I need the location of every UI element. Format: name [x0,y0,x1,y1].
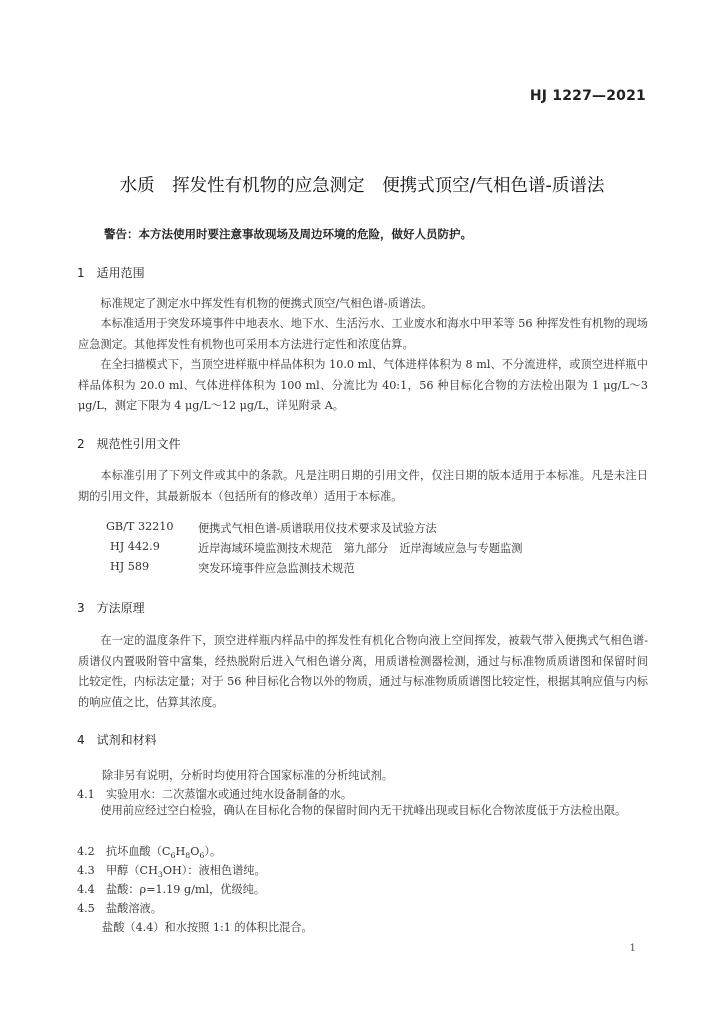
reference-title: 便携式气相色谱-质谱联用仪技术要求及试验方法 [198,522,437,535]
document-title: 水质 挥发性有机物的应急测定 便携式顶空/气相色谱-质谱法 [119,176,605,196]
item-4-1-note: 使用前应经过空白检验，确认在目标化合物的保留时间内无干扰峰出现或目标化合物浓度低于方法检出限。 [100,804,627,817]
section-1-paragraph-3: 在全扫描模式下，当顶空进样瓶中样品体积为 10.0 ml、气体进样体积为 8 ml、不分流进样，或顶空进样瓶中样品体积为 20.0 ml、气体进样体积为 100 ml、分流比为 40:1，56 种目标化合物的方法检出限为 1 μg/L～3 μg/L，测定下限为 4 μg/L～12 μg/L，详见附录 A。 [78,358,648,412]
section-2-paragraph-1: 本标准引用了下列文件或其中的条款。凡是注明日期的引用文件，仅注日期的版本适用于本标准。凡是未注日期的引用文件，其最新版本（包括所有的修改单）适用于本标准。 [78,469,648,503]
reference-title: 突发环境事件应急监测技术规范 [198,562,355,575]
reference-code: HJ 589 [110,560,150,573]
reference-code: HJ 442.9 [110,540,160,553]
item-4-2: 4.2 抗坏血酸$(C_6H_8O_6)$。 [77,845,222,861]
section-1-heading: 1 适用范围 [77,266,145,280]
reference-title: 近岸海域环境监测技术规范 第九部分 近岸海域应急与专题监测 [198,542,523,555]
section-4-intro: 除非另有说明，分析时均使用符合国家标准的分析纯试剂。 [102,769,393,782]
section-1-paragraph-2: 本标准适用于突发环境事件中地表水、地下水、生活污水、工业废水和海水中甲苯等 56 种挥发性有机物的现场应急测定。其他挥发性有机物也可采用本方法进行定性和浓度估算。 [78,317,648,351]
section-3-paragraph-1: 在一定的温度条件下，顶空进样瓶内样品中的挥发性有机化合物向液上空间挥发，被载气带入便携式气相色谱-质谱仪内置吸附管中富集，经热脱附后进入气相色谱分离，用质谱检测器检测，通过与标准物质质谱图和保留时间比较定性，内标法定量；对于 56 种目标化合物以外的物质，通过与标准物质质谱图比较定性，根据其响应值与内标的响应值之比，估算其浓度。 [78,634,648,709]
standard-code: HJ 1227—2021 [529,88,646,104]
section-3-heading: 3 方法原理 [77,601,145,615]
reference-code: GB/T 32210 [106,520,174,533]
item-4-4: 4.4 盐酸：ρ=1.19 g/ml，优级纯。 [77,883,266,896]
warning-notice: 警告：本方法使用时要注意事故现场及周边环境的危险，做好人员防护。 [104,227,472,241]
page-number: 1 [629,942,636,954]
item-4-3: 4.3 甲醇$(CH_3OH)$：液相色谱纯。 [77,864,266,880]
section-4-heading: 4 试剂和材料 [77,733,157,747]
item-4-1: 4.1 实验用水：二次蒸馏水或通过纯水设备制备的水。 [77,788,353,801]
item-4-5-note: 盐酸（4.4）和水按照 1:1 的体积比混合。 [102,921,313,934]
item-4-5: 4.5 盐酸溶液。 [77,902,162,915]
section-2-heading: 2 规范性引用文件 [77,437,181,451]
section-1-paragraph-1: 标准规定了测定水中挥发性有机物的便携式顶空/气相色谱-质谱法。 [100,297,433,310]
